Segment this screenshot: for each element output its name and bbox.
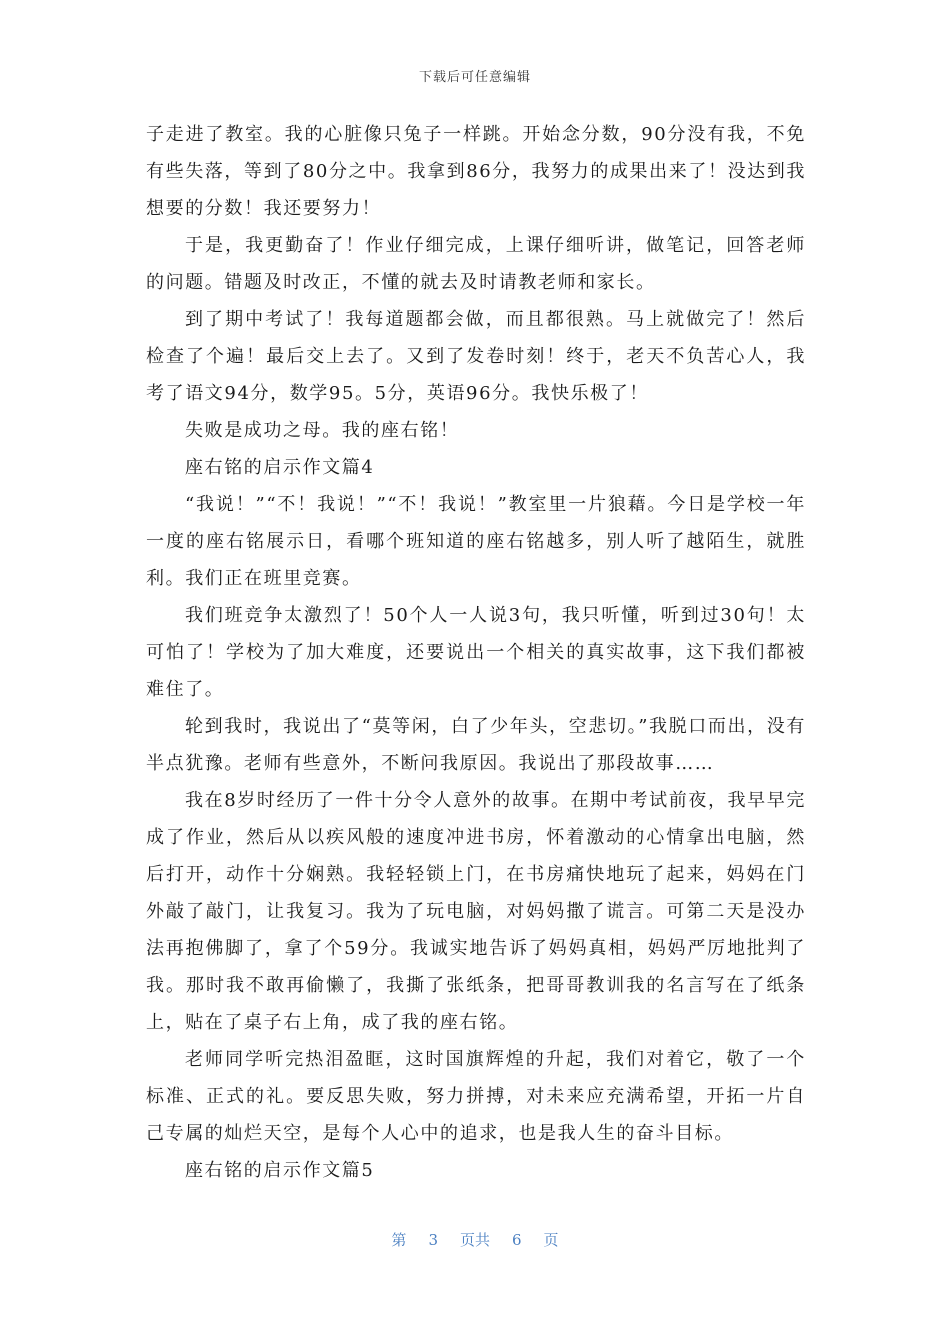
section-heading-5: 座右铭的启示作文篇5 <box>185 1160 375 1181</box>
current-page-number: 3 <box>428 1231 438 1249</box>
paragraph-10: 老师同学听完热泪盈眶，这时国旗辉煌的升起，我们对着它，敬了一个标准、正式的礼。要反思失败，努力拼搏，对未来应充满希望，开拓一片自己专属的灿烂天空，是每个人心中的追求，也是我人生的奋斗目标。 <box>146 1049 806 1144</box>
paragraph-1: 子走进了教室。我的心脏像只兔子一样跳。开始念分数，90分没有我，不免有些失落，等到了80分之中。我拿到86分，我努力的成果出来了！没达到我想要的分数！我还要努力！ <box>146 124 806 219</box>
footer-prefix: 第 <box>391 1231 407 1249</box>
paragraph-8: 轮到我时，我说出了“莫等闲，白了少年头，空悲切。”我脱口而出，没有半点犹豫。老师有些意外，不断问我原因。我说出了那段故事…… <box>146 716 806 774</box>
footer-middle: 页共 <box>459 1231 490 1249</box>
section-heading-4: 座右铭的启示作文篇4 <box>185 457 375 478</box>
paragraph-9: 我在8岁时经历了一件十分令人意外的故事。在期中考试前夜，我早早完成了作业，然后从以疾风般的速度冲进书房，怀着激动的心情拿出电脑，然后打开，动作十分娴熟。我轻轻锁上门，在书房痛快地玩了起来，妈妈在门外敲了敲门，让我复习。我为了玩电脑，对妈妈撒了谎言。可第二天是没办法再抱佛脚了，拿了个59分。我诚实地告诉了妈妈真相，妈妈严厉地批判了我。那时我不敢再偷懒了，我撕了张纸条，把哥哥教训我的名言写在了纸条上，贴在了桌子右上角，成了我的座右铭。 <box>146 790 806 1033</box>
paragraph-6: “我说！”“不！我说！”“不！我说！”教室里一片狼藉。今日是学校一年一度的座右铭展示日，看哪个班知道的座右铭越多，别人听了越陌生，就胜利。我们正在班里竞赛。 <box>146 494 806 589</box>
page-number-footer <box>0 1229 950 1250</box>
total-page-number: 6 <box>512 1231 522 1249</box>
document-body <box>146 116 806 1189</box>
paragraph-2: 于是，我更勤奋了！作业仔细完成，上课仔细听讲，做笔记，回答老师的问题。错题及时改正，不懂的就去及时请教老师和家长。 <box>146 235 806 293</box>
footer-suffix: 页 <box>543 1231 559 1249</box>
paragraph-3: 到了期中考试了！我每道题都会做，而且都很熟。马上就做完了！然后检查了个遍！最后交上去了。又到了发卷时刻！终于，老天不负苦心人，我考了语文94分，数学95。5分，英语96分。我快乐极了！ <box>146 309 806 404</box>
paragraph-4: 失败是成功之母。我的座右铭！ <box>185 420 460 441</box>
page-header: 下载后可任意编辑 <box>418 70 531 85</box>
paragraph-7: 我们班竞争太激烈了！50个人一人说3句，我只听懂，听到过30句！太可怕了！学校为了加大难度，还要说出一个相关的真实故事，这下我们都被难住了。 <box>146 605 806 700</box>
